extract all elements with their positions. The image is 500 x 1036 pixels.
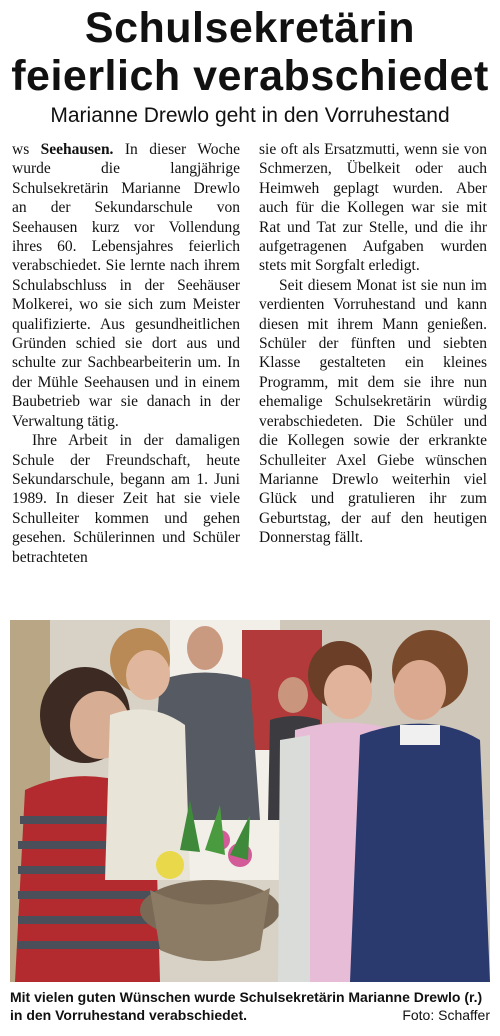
article-column-2 xyxy=(259,140,487,548)
author-initials: ws xyxy=(12,141,30,158)
caption-text: Mit vielen guten Wünschen wurde Schulsekretärin Marianne Drewlo (r.) in den Vorruhestand verabschiedet. xyxy=(10,989,483,1023)
article-paragraph-2: Ihre Arbeit in der damaligen Schule der Freundschaft, heute Sekundarschule, begann am 1. Juni 1989. In dieser Zeit hat sie viele Schulleiter kommen und gehen gesehen. Schülerinnen und Schüler betrachteten xyxy=(12,432,240,566)
headline xyxy=(0,4,500,100)
article-paragraph-3: sie oft als Ersatzmutti, wenn sie von Schmerzen, Übelkeit oder auch Heimweh geplagt wurden. Aber auch für die Kollegen war sie mit Rat und Tat zur Stelle, und die ihr aufgetragenen Aufgaben wurden stets mit Sorgfalt erledigt. xyxy=(259,141,487,275)
article-photo xyxy=(10,620,490,982)
headline-line-2: feierlich verabschiedet xyxy=(11,52,489,100)
photo-credit: Foto: Schaffer xyxy=(402,1007,490,1023)
photo-illustration xyxy=(10,620,490,982)
photo-caption xyxy=(10,988,490,1024)
paragraph-1-text: In dieser Woche wurde die langjährige Schulsekretärin Marianne Drewlo an der Sekundarschule von Seehausen kurz vor Vollendung ihres 60. Lebensjahres feierlich verabschiedet. Sie lernte nach ihrem Schulabschluss in der Seehäuser Molkerei, wo sie sich zum Meister qualifizierte. Aus gesundheitlichen Gründen schied sie dort aus und schulte zur Sachbearbeiterin um. In der Mühle Seehausen und in einem Baubetrieb war sie danach in der Verwaltung tätig. xyxy=(12,141,240,430)
subheadline: Marianne Drewlo geht in den Vorruhestand xyxy=(50,104,450,127)
article-paragraph-1 xyxy=(12,140,240,431)
headline-line-1: Schulsekretärin xyxy=(84,4,416,52)
article-column-1 xyxy=(12,140,240,567)
article-paragraph-4: Seit diesem Monat ist sie nun im verdienten Vorruhestand und kann diesen mit ihrem Mann genießen. Schüler der fünften und siebten Klasse gestalteten ein kleines Programm, mit dem sie ihre nun ehemalige Schulsekretärin würdig verabschiedeten. Die Schüler und die Kollegen sowie der erkrankte Schulleiter Axel Giebe wünschen Marianne Drewlo weiterhin viel Glück und gratulieren ihr zum Geburtstag, der auf den heutigen Donnerstag fällt. xyxy=(259,276,487,547)
dateline: Seehausen. xyxy=(40,141,114,158)
